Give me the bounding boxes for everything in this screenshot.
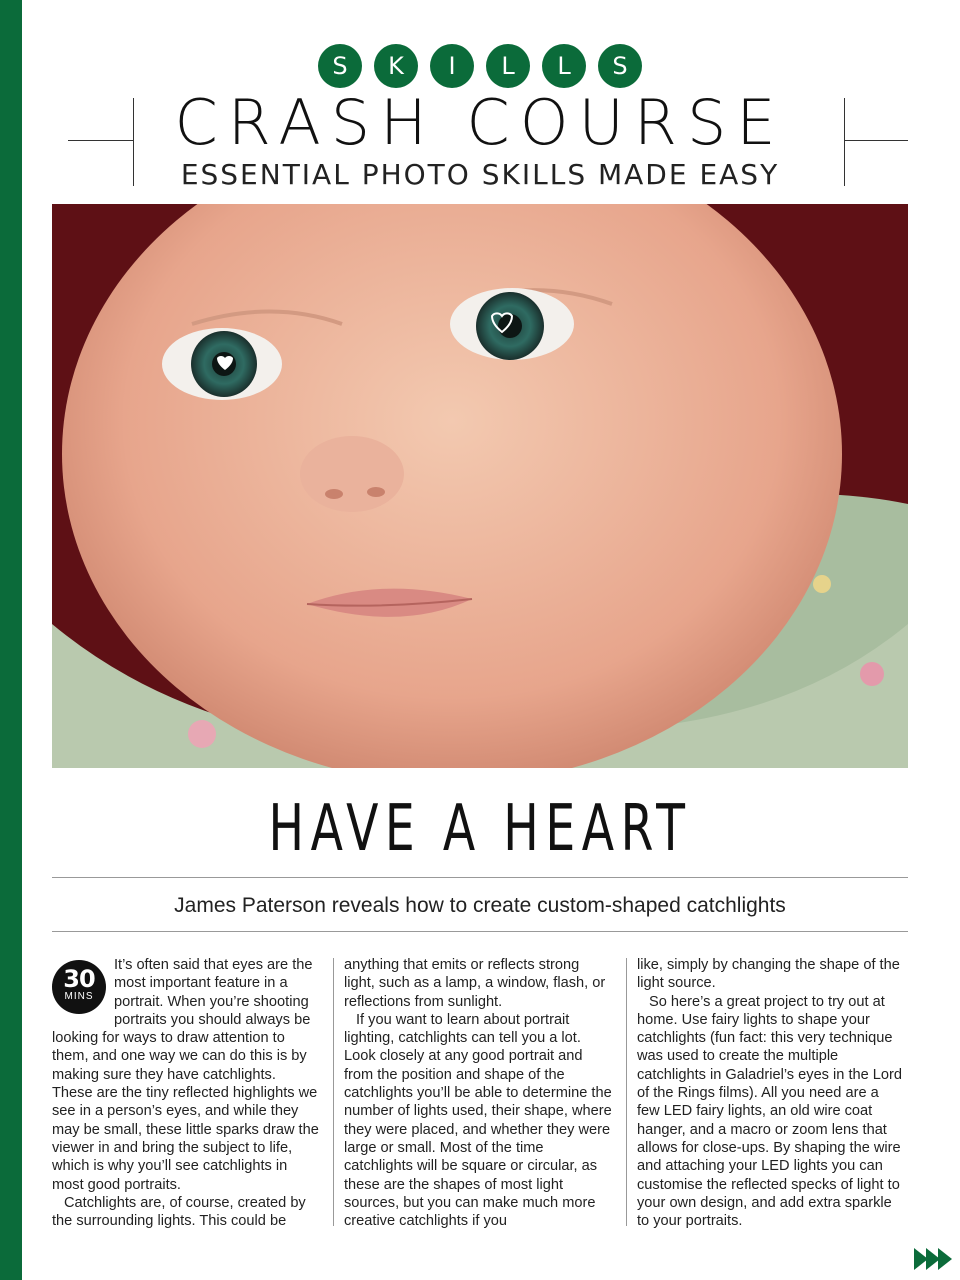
article-standfirst: James Paterson reveals how to create custom-shaped catchlights (174, 894, 786, 917)
column-divider (626, 958, 627, 1226)
body-paragraph: If you want to learn about portrait lighting, catchlights can tell you a lot. Look closely at any good portrait and from the position and shape of the catchlights you’ll be able to determine the number of lights used, their shape, where they were placed, and whether they were large or small. Most of the time catchlights will be square or circular, as these are the shapes of most light sources, but you can make much more creative catchlights if you (344, 1011, 612, 1230)
time-badge-number: 30 (63, 965, 95, 993)
skills-letter: L (486, 44, 530, 88)
baby-portrait-photo (52, 204, 908, 768)
column-divider (333, 958, 334, 1226)
body-paragraph: like, simply by changing the shape of the light source. (637, 957, 900, 992)
skills-letter: S (598, 44, 642, 88)
body-paragraph: Catchlights are, of course, created by the surrounding lights. This could be (52, 1194, 306, 1230)
skills-letter: I (430, 44, 474, 88)
side-accent-bar (0, 0, 22, 1280)
skills-letter: S (318, 44, 362, 88)
headline-rule-bottom (52, 931, 908, 932)
body-paragraph: So here’s a great project to try out at home. Use fairy lights to shape your catchlights (fun fact: this very technique was used to create the multiple catchlights in Galadriel’s eyes in the Lord of the Rings films). All you need are a few LED fairy lights, an old wire coat hanger, and a macro or zoom lens that allows for close-ups. By shaping the wire and attaching your LED lights you can customise the reflected specks of light to your own design, and add extra sparkle to your portraits. (637, 993, 902, 1230)
page-subtitle: ESSENTIAL PHOTO SKILLS MADE EASY (180, 158, 780, 191)
skills-badge-row (0, 44, 960, 88)
article-headline: HAVE A HEART (268, 792, 692, 866)
skills-letter: K (374, 44, 418, 88)
body-paragraph: It’s often said that eyes are the most important feature in a portrait. When you’re shooting portraits you should always be looking for ways to draw attention to them, and one way we can do this is by making sure they have catchlights. These are the tiny reflected highlights we see in a person’s eyes, and while they may be small, these little sparks draw the viewer in and bring the subject to life, which is why you’ll see catchlights in most good portraits. (52, 957, 319, 1193)
continue-arrow-icon[interactable] (916, 1248, 952, 1270)
page-title: CRASH COURSE (174, 86, 786, 159)
headline-rule-top (52, 877, 908, 878)
body-column-1 (52, 956, 320, 1230)
body-column-2 (344, 956, 612, 1230)
body-column-3 (637, 956, 905, 1230)
time-badge-unit: MINS (64, 991, 94, 1002)
body-paragraph: anything that emits or reflects strong light, such as a lamp, a window, flash, or reflections from sunlight. (344, 957, 606, 1010)
skills-letter: L (542, 44, 586, 88)
